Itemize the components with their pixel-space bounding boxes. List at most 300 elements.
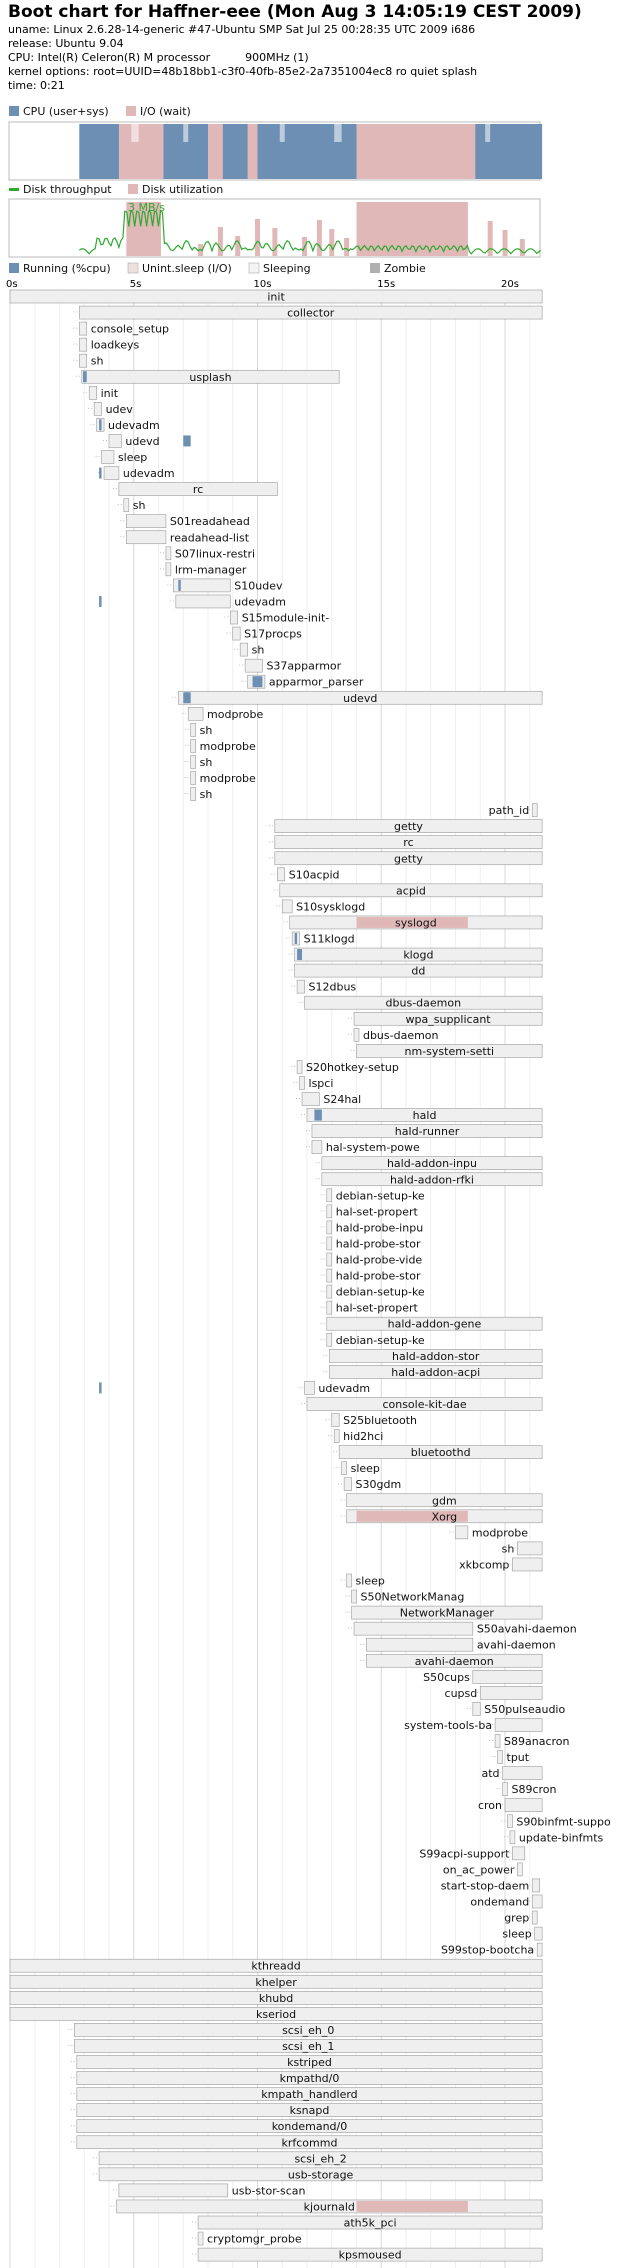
process-bar — [517, 1863, 522, 1876]
process-row — [481, 1767, 542, 1781]
process-label: S15module-init- — [241, 611, 330, 625]
header-time: time: 0:21 — [8, 79, 65, 92]
process-bar — [126, 515, 166, 528]
process-label: debian-setup-ke — [335, 1189, 425, 1203]
process-label: hal-set-propert — [335, 1301, 418, 1315]
process-row — [301, 1397, 542, 1411]
process-label: nm-system-setti — [404, 1044, 495, 1058]
disk-util-spike-11 — [520, 239, 525, 256]
process-bar — [344, 1478, 351, 1491]
process-row — [441, 1943, 542, 1957]
process-row — [504, 1911, 537, 1925]
process-bar — [191, 739, 196, 752]
process-cpu-mark — [178, 580, 180, 591]
process-label: S10sysklogd — [296, 900, 366, 914]
process-label: dbus-daemon — [362, 1028, 439, 1042]
process-row — [419, 1847, 524, 1861]
process-label: kstriped — [287, 2056, 332, 2069]
process-label: kthreadd — [251, 1959, 301, 1973]
process-label: hald-addon-stor — [391, 1349, 480, 1363]
legend-running-swatch — [9, 263, 19, 273]
process-label: kmpath_handlerd — [261, 2088, 358, 2102]
process-row — [182, 707, 263, 721]
process-label: wpa_supplicant — [405, 1012, 491, 1026]
process-row — [167, 579, 283, 593]
process-bar — [334, 1430, 339, 1443]
process-label: hald-addon-inpu — [386, 1157, 478, 1171]
process-bar — [532, 804, 537, 817]
process-cpu-mark — [99, 419, 101, 430]
process-label: S10acpid — [288, 868, 340, 882]
process-label: udevadm — [234, 595, 286, 609]
process-row — [289, 948, 543, 962]
process-label: loadkeys — [90, 338, 140, 352]
process-row — [71, 2104, 542, 2118]
process-cpu-mark — [99, 1382, 101, 1393]
process-label: debian-setup-ke — [335, 1333, 425, 1347]
process-row — [91, 418, 160, 432]
process-label: lspci — [308, 1076, 334, 1090]
io-wait-area-0 — [119, 124, 164, 179]
process-label: modprobe — [199, 772, 256, 785]
process-bar — [352, 1590, 357, 1603]
process-label: on_ac_power — [442, 1863, 515, 1877]
process-row — [321, 1333, 425, 1347]
process-row — [360, 1654, 542, 1668]
process-label: start-stop-daem — [440, 1879, 530, 1893]
process-bar — [505, 1799, 542, 1812]
process-bar — [532, 1879, 539, 1892]
process-bar — [166, 547, 171, 560]
process-label: console_setup — [90, 322, 170, 336]
process-label: rc — [403, 836, 414, 850]
process-row — [291, 980, 356, 994]
process-row — [348, 1012, 542, 1026]
process-row — [192, 2248, 542, 2262]
process-label: dbus-daemon — [385, 996, 462, 1010]
process-row — [269, 820, 542, 834]
process-label: S89anacron — [504, 1735, 570, 1748]
chart-title: Boot chart for Haffner-eee (Mon Aug 3 14:05:19 CEST 2009) — [8, 2, 582, 22]
process-bar — [327, 1221, 332, 1234]
process-cpu-mark — [314, 1110, 321, 1121]
process-bar — [354, 1028, 359, 1041]
process-cpu-mark — [183, 435, 190, 446]
process-bar — [188, 707, 203, 720]
process-row — [242, 675, 364, 689]
process-row — [289, 964, 543, 978]
process-label: S99stop-bootcha — [440, 1943, 535, 1957]
process-label: sleep — [117, 451, 148, 464]
process-bar — [503, 1783, 508, 1796]
legend-sleeping-label: Sleeping — [263, 262, 311, 275]
process-row — [68, 2039, 542, 2053]
process-row — [323, 1349, 542, 1363]
disk-util-spike-2 — [235, 236, 240, 256]
process-label: krfcommd — [281, 2136, 338, 2150]
legend-io-label: I/O (wait) — [140, 105, 191, 118]
process-bar — [79, 322, 86, 335]
process-row — [71, 2120, 542, 2134]
process-label: S24hal — [323, 1093, 362, 1106]
process-label: grep — [504, 1911, 530, 1925]
process-label: S90binfmt-suppo — [516, 1815, 611, 1829]
process-cpu-mark — [295, 933, 297, 944]
header-kernel: kernel options: root=UUID=48b18bb1-c3f0-40fb-85e2-2a7351004ec8 ro quiet splash — [8, 65, 478, 78]
process-label: avahi-daemon — [414, 1654, 494, 1668]
process-row — [239, 659, 342, 673]
process-row — [269, 836, 542, 850]
disk-util-spike-1 — [218, 227, 223, 256]
tick-label-0: 0s — [6, 279, 18, 290]
process-bar — [327, 1301, 332, 1314]
process-label: S99acpi-support — [419, 1847, 510, 1861]
disk-chart — [9, 199, 541, 257]
process-bar — [124, 499, 129, 512]
process-row — [120, 531, 249, 545]
process-bar — [507, 1815, 512, 1828]
process-label: init — [100, 386, 119, 400]
process-row — [360, 1638, 555, 1652]
process-label: kjournald — [303, 2200, 355, 2214]
process-label: S01readahead — [169, 515, 250, 529]
process-bar — [173, 579, 230, 592]
tick-label-2: 10s — [253, 279, 272, 290]
process-label: cryptomgr_probe — [207, 2232, 302, 2246]
process-cpu-mark — [253, 676, 263, 687]
process-label: sleep — [502, 1927, 532, 1941]
process-bar — [302, 1093, 319, 1106]
process-label: ksnapd — [289, 2104, 330, 2118]
cpu-dip-4 — [485, 124, 490, 142]
io-wait-area-3 — [357, 124, 476, 179]
process-row — [321, 1237, 421, 1251]
process-row — [10, 1959, 542, 1973]
process-row — [10, 1975, 542, 1989]
process-row — [76, 370, 339, 384]
process-row — [502, 1542, 542, 1556]
process-bar — [312, 1141, 322, 1154]
process-label: getty — [394, 852, 423, 866]
disk-util-spike-7 — [329, 229, 334, 256]
process-row — [504, 1831, 604, 1845]
legend-unint-label: Unint.sleep (I/O) — [142, 262, 232, 275]
disk-util-spike-10 — [503, 230, 508, 256]
legend-unint-swatch — [128, 263, 138, 273]
process-label: modprobe — [199, 739, 256, 753]
process-row — [271, 868, 339, 882]
process-bar — [473, 1702, 480, 1715]
process-bar — [535, 1927, 542, 1940]
process-label: avahi-daemon — [476, 1638, 556, 1652]
process-bar — [532, 1911, 537, 1924]
process-bar — [176, 595, 230, 608]
process-label: NetworkManager — [399, 1606, 494, 1620]
process-bar — [512, 1847, 524, 1860]
process-row — [321, 1285, 425, 1299]
cpu-dip-1 — [183, 124, 188, 142]
process-label: hald-runner — [394, 1125, 460, 1139]
process-label: dd — [411, 964, 426, 978]
process-bar — [230, 611, 237, 624]
process-row — [338, 1478, 401, 1492]
io-wait-area-1 — [208, 124, 223, 179]
process-bar — [327, 1285, 332, 1298]
process-label: system-tools-ba — [404, 1718, 493, 1732]
process-bar — [305, 1381, 315, 1394]
process-bar — [166, 563, 171, 576]
process-bar — [102, 451, 114, 464]
process-bar — [79, 338, 86, 351]
process-label: sh — [132, 499, 146, 513]
process-label: S37apparmor — [266, 659, 342, 673]
process-bar — [89, 386, 96, 399]
process-row — [404, 1718, 542, 1732]
process-bar — [297, 1060, 302, 1073]
process-label: hald — [412, 1109, 437, 1123]
process-label: apparmor_parser — [268, 675, 364, 689]
process-row — [336, 1462, 380, 1476]
process-label: kondemand/0 — [271, 2120, 348, 2134]
process-label: console-kit-dae — [382, 1397, 467, 1411]
process-bar — [240, 643, 247, 656]
process-label: hal-system-powe — [325, 1141, 420, 1155]
process-bar — [512, 1558, 542, 1571]
process-row — [88, 402, 133, 416]
process-bar — [327, 1253, 332, 1266]
process-row — [445, 1686, 543, 1700]
process-row — [71, 2136, 542, 2150]
process-bar — [327, 1269, 332, 1282]
process-row — [450, 1526, 529, 1540]
process-cpu-mark — [297, 949, 302, 960]
process-label: S50cups — [423, 1670, 470, 1684]
process-label: path_id — [488, 804, 530, 818]
process-label: lrm-manager — [174, 563, 247, 577]
cpu-dip-2 — [280, 124, 285, 142]
process-label: Xorg — [431, 1510, 458, 1524]
process-row — [346, 1606, 543, 1620]
process-row — [306, 1125, 542, 1139]
disk-util-spike-6 — [317, 220, 322, 256]
process-label: atd — [481, 1767, 500, 1781]
legend-cpu-swatch — [9, 106, 19, 116]
process-label: S17procps — [244, 627, 302, 641]
process-row — [321, 1253, 423, 1267]
process-row — [478, 1799, 542, 1813]
process-label: S12dbus — [308, 980, 357, 994]
tick-label-1: 5s — [129, 279, 142, 290]
process-label: udev — [105, 402, 133, 416]
process-label: S11klogd — [303, 932, 355, 946]
process-label: usplash — [189, 370, 232, 384]
process-bar — [342, 1462, 347, 1475]
legend-utilization-label: Disk utilization — [142, 183, 224, 196]
process-label: sleep — [355, 1574, 385, 1588]
process-cpu-mark — [83, 371, 87, 382]
process-bar — [327, 1205, 332, 1218]
process-label: hald-probe-inpu — [335, 1221, 424, 1235]
process-row — [294, 1076, 334, 1090]
process-bar — [277, 868, 284, 881]
tick-label-4: 20s — [501, 279, 519, 290]
process-row — [71, 2088, 542, 2102]
process-row — [73, 338, 139, 352]
legend-throughput-label: Disk throughput — [23, 183, 112, 196]
process-row — [321, 1269, 421, 1283]
process-bar — [354, 1622, 473, 1635]
process-label: getty — [394, 820, 423, 834]
process-row — [10, 2007, 542, 2021]
process-label: hald-addon-gene — [387, 1317, 482, 1331]
process-bar — [332, 1414, 339, 1427]
process-label: syslogd — [395, 916, 437, 930]
process-row — [443, 1863, 522, 1877]
process-label: usb-storage — [287, 2168, 354, 2182]
process-bar — [327, 1189, 332, 1202]
process-row — [68, 2023, 542, 2037]
process-bar — [366, 1638, 472, 1651]
process-label: acpid — [396, 884, 426, 898]
process-row — [459, 1558, 542, 1572]
process-label: sh — [90, 354, 104, 368]
process-label: hald-addon-rfki — [390, 1173, 474, 1187]
legend-zombie-swatch — [370, 263, 380, 273]
process-label: cupsd — [444, 1686, 478, 1700]
process-label: S50avahi-daemon — [476, 1622, 577, 1636]
process-label: ath5k_pci — [343, 2216, 397, 2230]
process-label: xkbcomp — [459, 1558, 510, 1572]
process-row — [316, 1173, 542, 1187]
cpu-dip-3 — [334, 124, 341, 142]
process-row — [286, 932, 355, 946]
process-bar — [79, 354, 86, 367]
process-label: init — [267, 290, 285, 304]
process-bar — [297, 980, 304, 993]
process-label: scsi_eh_1 — [282, 2039, 335, 2053]
process-row — [172, 691, 542, 705]
process-cpu-mark — [183, 692, 190, 703]
process-bar — [109, 434, 121, 447]
tick-label-3: 15s — [377, 279, 396, 290]
process-bar — [191, 755, 196, 768]
io-wait-area-2 — [248, 124, 258, 179]
process-label: rc — [192, 483, 204, 497]
header-uname: uname: Linux 2.6.28-14-generic #47-Ubuntu SMP Sat Jul 25 00:28:35 UTC 2009 i686 — [8, 23, 476, 36]
process-label: udevd — [343, 691, 378, 705]
process-row — [328, 1430, 383, 1444]
process-row — [110, 2200, 542, 2214]
process-row — [497, 1783, 557, 1797]
process-row — [276, 900, 365, 914]
legend-cpu-label: CPU (user+sys) — [23, 105, 109, 118]
process-label: S89cron — [511, 1783, 557, 1797]
process-label: udevadm — [122, 467, 175, 481]
process-row — [185, 772, 256, 786]
process-label: sh — [199, 723, 213, 737]
process-row — [113, 2184, 306, 2198]
header-cpu: CPU: Intel(R) Celeron(R) M processor 900MHz (1) — [8, 51, 309, 64]
process-row — [96, 451, 148, 465]
process-io-mark — [357, 2201, 468, 2212]
process-label: S25bluetooth — [343, 1414, 418, 1427]
process-row — [71, 2072, 542, 2086]
disk-util-spike-9 — [488, 221, 493, 256]
process-row — [185, 739, 256, 753]
process-bar — [498, 1751, 503, 1764]
cpu-chart — [9, 122, 542, 180]
process-bar — [480, 1686, 542, 1699]
process-label: modprobe — [471, 1526, 529, 1540]
process-bar — [327, 1333, 332, 1346]
process-row — [341, 1574, 385, 1588]
process-bar — [510, 1831, 515, 1844]
process-label: S07linux-restri — [174, 547, 256, 561]
process-row — [269, 852, 542, 866]
process-label: hal-set-propert — [335, 1205, 418, 1219]
process-label: sh — [199, 788, 213, 802]
process-row — [351, 1044, 543, 1058]
process-label: usb-stor-scan — [231, 2184, 306, 2198]
process-row — [326, 1414, 417, 1428]
process-bar — [537, 1943, 542, 1956]
process-row — [71, 2056, 542, 2070]
process-row — [98, 467, 175, 481]
process-row — [341, 1510, 543, 1524]
process-bar — [495, 1735, 500, 1748]
process-row — [441, 1879, 540, 1893]
process-label: sleep — [350, 1462, 380, 1476]
process-row — [348, 1622, 577, 1636]
disk-util-spike-3 — [255, 219, 260, 256]
process-bar — [119, 2184, 228, 2197]
process-bar — [300, 1076, 305, 1089]
process-label: collector — [287, 306, 335, 320]
process-row — [502, 1927, 542, 1941]
process-label: gdm — [432, 1494, 457, 1508]
process-label: khubd — [258, 1991, 294, 2005]
disk-util-spike-4 — [272, 228, 277, 256]
process-row — [296, 1093, 361, 1107]
process-bar — [104, 467, 119, 480]
process-bar — [245, 659, 262, 672]
process-row — [284, 916, 542, 930]
process-label: tput — [506, 1751, 530, 1765]
process-row — [301, 1109, 542, 1123]
process-bar — [347, 1574, 352, 1587]
process-label: sh — [501, 1542, 515, 1556]
process-bar — [233, 627, 240, 640]
process-row — [73, 306, 542, 320]
process-bar — [126, 531, 166, 544]
process-row — [321, 1221, 423, 1235]
legend-utilization-swatch — [128, 184, 138, 194]
process-row — [316, 1157, 542, 1171]
process-label: S50NetworkManag — [360, 1590, 465, 1604]
process-label: kpsmoused — [338, 2248, 402, 2262]
process-label: S10udev — [234, 579, 283, 593]
throughput-max-label: 3 MB/s — [128, 201, 165, 214]
process-label: S50pulseaudio — [484, 1702, 566, 1716]
process-row — [120, 515, 250, 529]
process-row — [346, 1590, 465, 1604]
cpu-dip-0 — [131, 124, 138, 142]
process-label: hald-probe-stor — [335, 1237, 421, 1251]
process-label: sh — [251, 643, 265, 657]
process-row — [321, 1189, 425, 1203]
process-row — [192, 2216, 542, 2230]
legend-running-label: Running (%cpu) — [23, 262, 111, 275]
